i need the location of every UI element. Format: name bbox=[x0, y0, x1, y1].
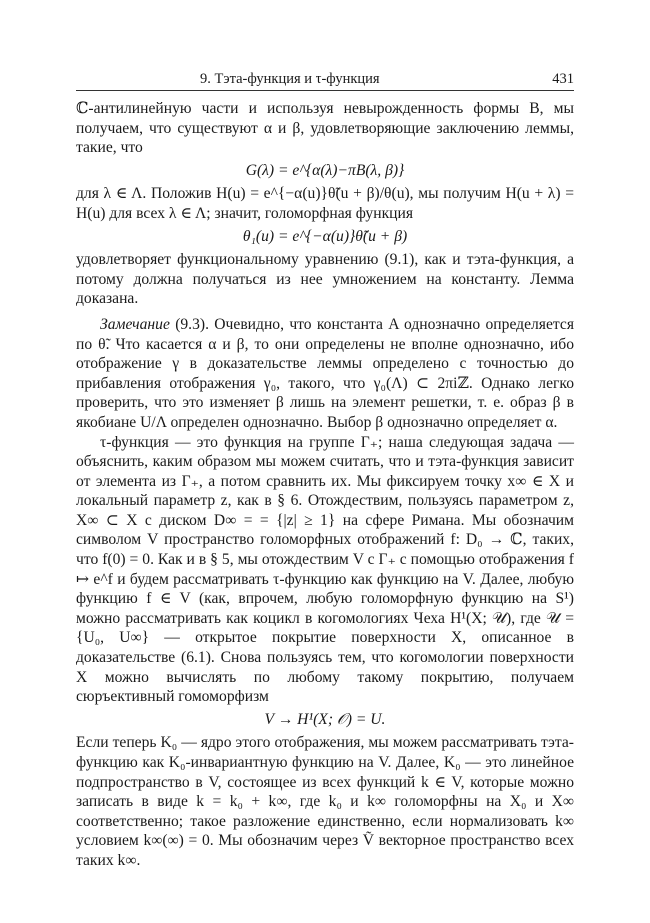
remark-text: (9.3). Очевидно, что константа A однозначно определяется по θ̃. Что касается α и β, то они определены не вполне однозначно, ибо отображение γ в доказательстве леммы определено с точностью до прибавления отображения γ₀, такого, что γ₀(Λ) ⊂ 2πiℤ. Однако легко проверить, что это изменяет β лишь на элемент решетки, т. е. образ β в якобиане U/Λ определен однозначно. Выбор β однозначно определяет α. bbox=[76, 315, 574, 431]
header-rule bbox=[76, 90, 574, 91]
remark-label: Замечание bbox=[100, 315, 170, 333]
paragraph-6: Если теперь K₀ — ядро этого отображения, мы можем рассматривать тэта-функцию как K₀-инвариантную функцию на V. Далее, K₀ — это линейное подпространство в V, состоящее из всех функций k ∈ V, которые можно записать в виде k = k₀ + k∞, где k₀ и k∞ голоморфны на X₀ и X∞ соответственно; такое разложение единственно, если нормализовать k∞ условием k∞(∞) = 0. Мы обозначим через Ṽ векторное пространство всех таких k∞. bbox=[76, 734, 574, 869]
paragraph-5: τ-функция — это функция на группе Γ₊; наша следующая задача — объяснить, каким образом мы можем считать, что и тэта-функция зависит от элемента из Γ₊, а потом сравнить их. Мы фиксируем точку x∞ ∈ X и локальный параметр z, как в § 6. Отождествим, пользуясь параметром z, X∞ ⊂ X с диском D∞ = = {|z| ≥ 1} на сфере Римана. Мы обозначим символом V пространство голоморфных отображений f: D₀ → ℂ, таких, что f(0) = 0. Как и в § 5, мы отождествим V с Γ₊ с помощью отображения f ↦ e^f и будем рассматривать τ-функцию как функцию на V. Далее, любую функцию f ∈ V (как, впрочем, любую голоморфную функцию на S¹) можно рассматривать как коцикл в когомологиях Чеха H¹(X; 𝒰), где 𝒰 = {U₀, U∞} — открытое покрытие поверхности X, описанное в доказательстве (6.1). Снова пользуясь тем, что когомологии поверхности X можно вычислять по любому такому покрытию, получаем сюръективный гомоморфизм bbox=[76, 433, 574, 706]
page-number: 431 bbox=[552, 71, 574, 87]
page-body bbox=[76, 99, 574, 871]
formula-theta-1: θ₁(u) = e^{−α(u)}θ̃(u + β) bbox=[242, 227, 408, 245]
formula-homomorphism: V → H¹(X; 𝒪) = U. bbox=[264, 710, 386, 728]
running-title: 9. Тэта-функция и τ-функция bbox=[200, 71, 380, 87]
formula-g-lambda: G(λ) = e^{α(λ)−πB(λ, β)} bbox=[245, 161, 405, 179]
paragraph-2: для λ ∈ Λ. Положив H(u) = e^{−α(u)}θ̃(u + β)/θ(u), мы получим H(u + λ) = H(u) для всех λ ∈ Λ; значит, голоморфная функция bbox=[76, 185, 574, 222]
paragraph-3: удовлетворяет функциональному уравнению (9.1), как и тэта-функция, а потому должна получаться из нее умножением на константу. Лемма доказана. bbox=[76, 251, 574, 308]
paragraph-1: ℂ-антилинейную части и используя невырожденность формы B, мы получаем, что существуют α и β, удовлетворяющие заключению леммы, такие, что bbox=[76, 100, 574, 157]
remark-paragraph bbox=[76, 315, 574, 433]
